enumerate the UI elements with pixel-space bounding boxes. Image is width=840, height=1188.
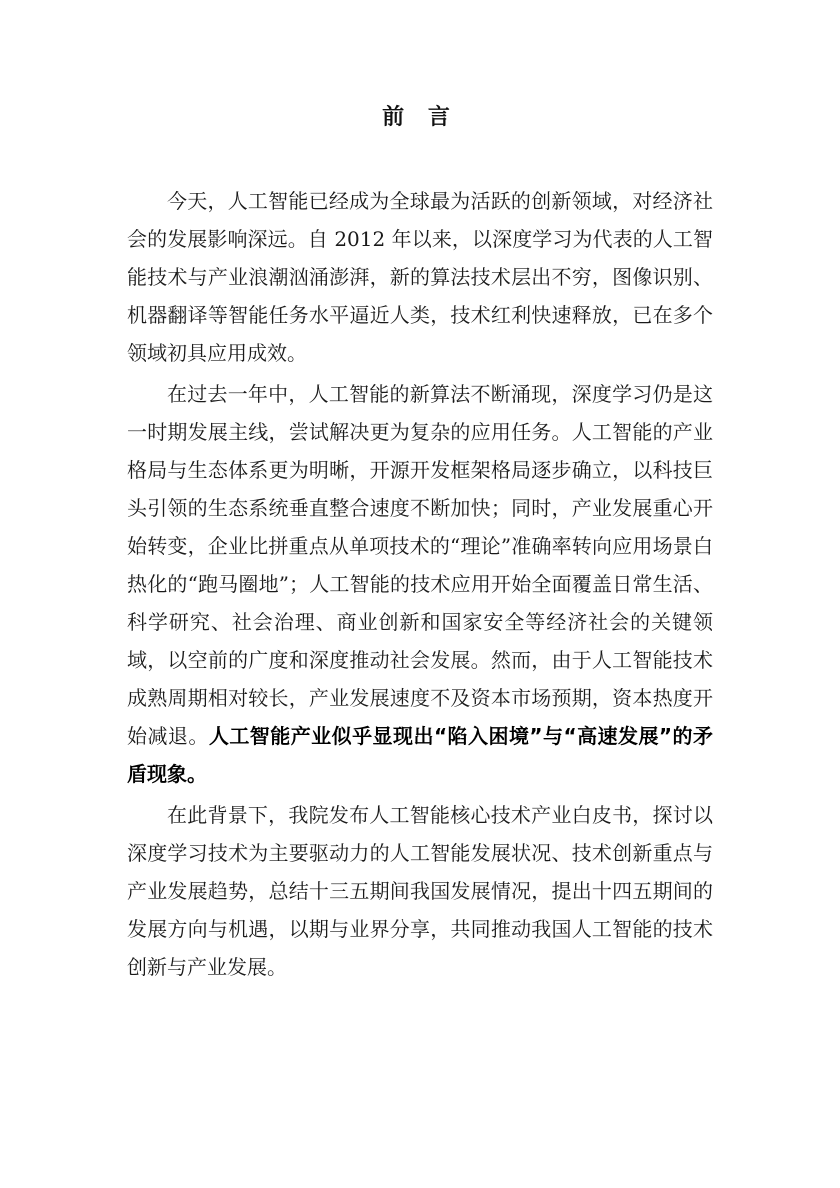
paragraph-1 xyxy=(127,182,713,372)
paragraph-2-text: 在过去一年中，人工智能的新算法不断涌现，深度学习仍是这一时期发展主线，尝试解决更为复杂的应用任务。人工智能的产业格局与生态体系更为明晰，开源开发框架格局逐步确立，以科技巨头引领的生态系统垂直整合速度不断加快；同时，产业发展重心开始转变，企业比拼重点从单项技术的“理论”准确率转向应用场景白热化的“跑马圈地”；人工智能的技术应用开始全面覆盖日常生活、科学研究、社会治理、商业创新和国家安全等经济社会的关键领域，以空前的广度和深度推动社会发展。然而，由于人工智能技术成熟周期相对较长，产业发展速度不及资本市场预期，资本热度开始减退。 xyxy=(127,382,713,748)
paragraph-2 xyxy=(127,375,713,793)
preface-body xyxy=(127,182,713,989)
paragraph-3 xyxy=(127,796,713,986)
paragraph-3-text: 在此背景下，我院发布人工智能核心技术产业白皮书，探讨以深度学习技术为主要驱动力的人工智能发展状况、技术创新重点与产业发展趋势，总结十三五期间我国发展情况，提出十四五期间的发展方向与机遇，以期与业界分享，共同推动我国人工智能的技术创新与产业发展。 xyxy=(127,803,713,979)
paragraph-1-text: 今天，人工智能已经成为全球最为活跃的创新领域，对经济社会的发展影响深远。自 2012 年以来，以深度学习为代表的人工智能技术与产业浪潮汹涌澎湃，新的算法技术层出不穷，图像识别、机器翻译等智能任务水平逼近人类，技术红利快速释放，已在多个领域初具应用成效。 xyxy=(127,189,713,365)
page-title: 前 言 xyxy=(382,105,458,130)
paragraph-2-emphasis: 人工智能产业似乎显现出“陷入困境”与“高速发展”的矛盾现象。 xyxy=(127,724,714,786)
